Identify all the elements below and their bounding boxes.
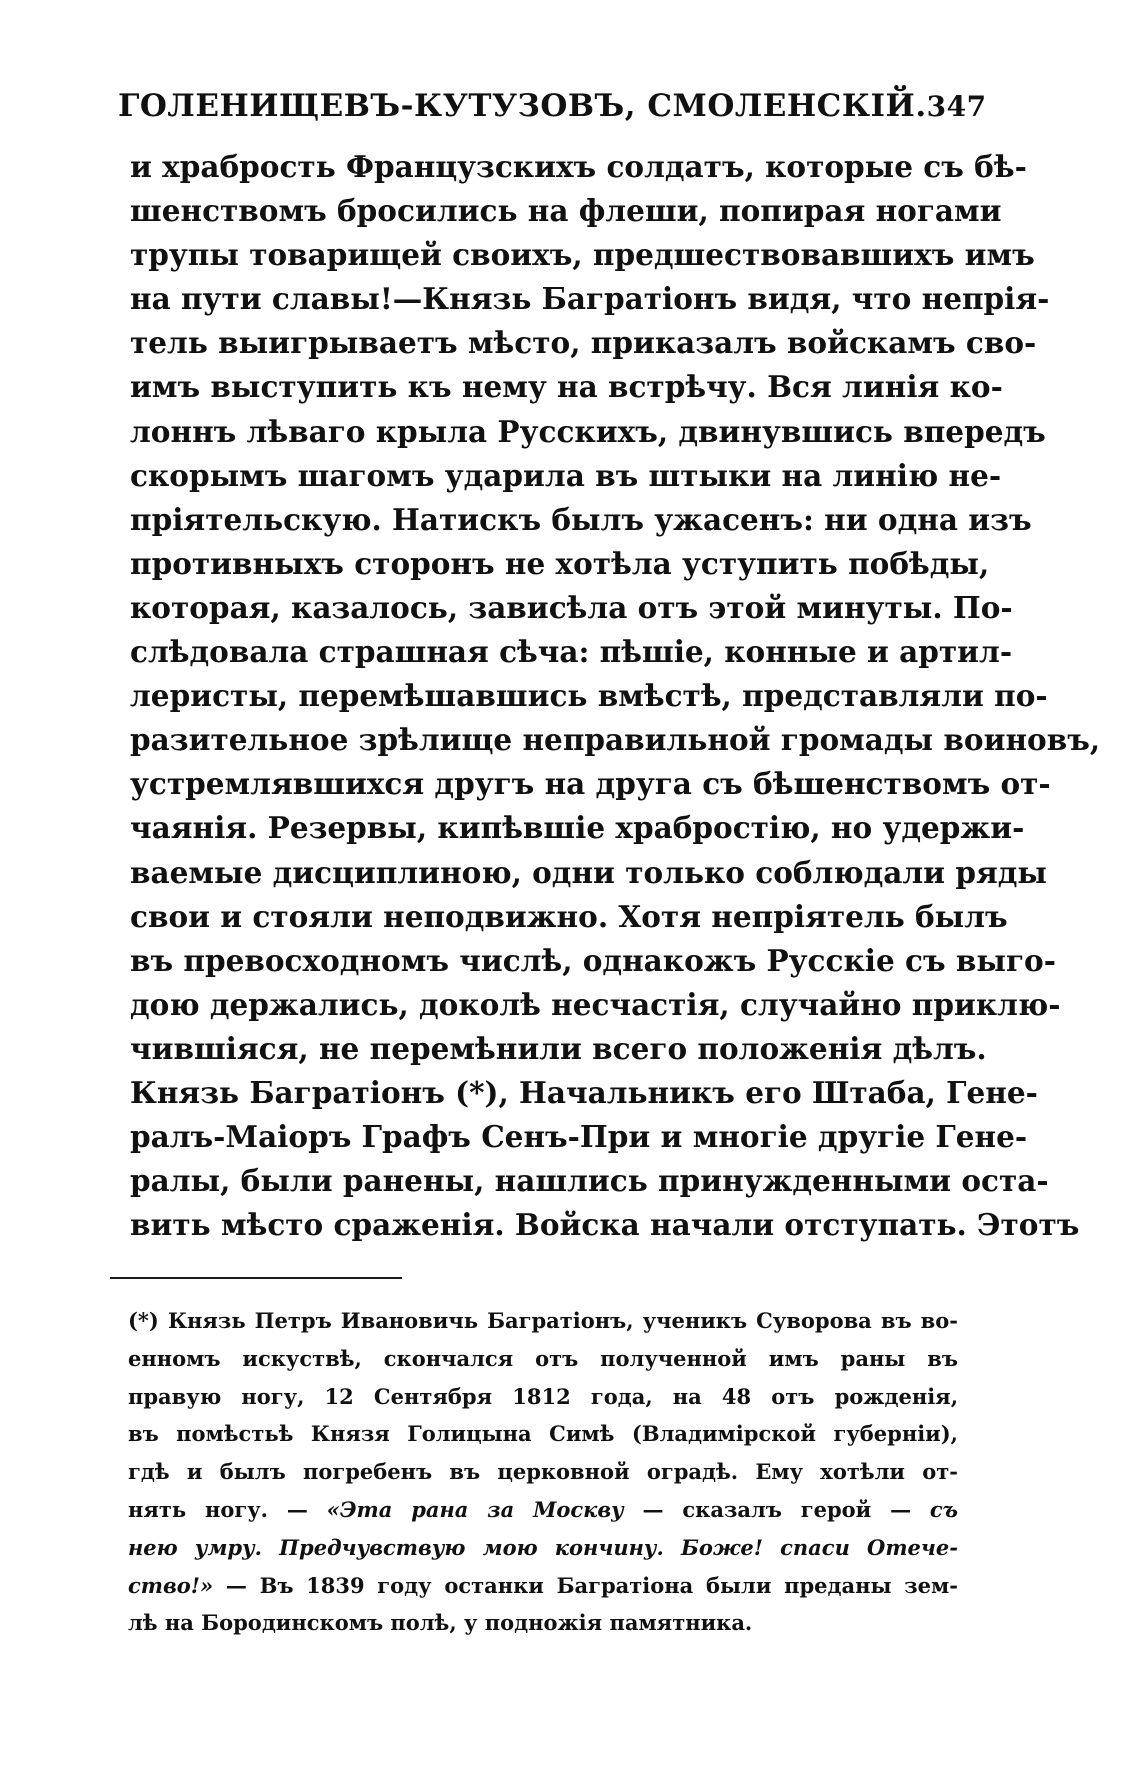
text-line: пріятельскую. Натискъ былъ ужасенъ: ни одна изъ [130,501,1032,537]
text-line: устремлявшихся другъ на друга съ бѣшенствомъ от- [130,766,1051,802]
footnote-text: — сказалъ герой — [623,1496,930,1522]
footnote-text: нять ногу. — [128,1496,327,1522]
footnote-line [128,1567,958,1605]
running-head: ГОЛЕНИЩЕВЪ-КУТУЗОВЪ, СМОЛЕНСКІЙ. [118,88,927,124]
footnote-line [128,1491,958,1529]
text-line: ралы, были ранены, нашлись принужденными оста- [130,1163,1049,1199]
text-line: шенствомъ бросились на флеши, попирая ногами [130,193,1002,229]
text-line: Князь Багратіонъ (*), Начальникъ его Штаба, Гене- [130,1074,1038,1110]
text-line: чившіяся, не перемѣнили всего положенія дѣлъ. [130,1030,987,1066]
text-line: слѣдовала страшная сѣча: пѣшіе, конные и артил- [130,634,1013,670]
text-line: свои и стояли неподвижно. Хотя непріятель былъ [130,898,1008,934]
footnote-quote: ство!» [128,1572,214,1598]
text-line: на пути славы!—Князь Багратіонъ видя, что непрія- [130,281,1050,317]
footnote-line: гдѣ и былъ погребенъ въ церковной оградѣ. Ему хотѣли от- [128,1459,958,1485]
text-line: имъ выступить къ нему на встрѣчу. Вся линія ко- [130,369,1003,405]
footnote-quote-line: нею умру. Предчувствую мою кончину. Боже! спаси Отече- [128,1534,958,1560]
text-line: лоннъ лѣваго крыла Русскихъ, двинувшись впередъ [130,413,1046,449]
page-number: 347 [926,90,987,123]
text-line: ваемые дисциплиною, одни только соблюдали ряды [130,854,1047,890]
footnote-line: енномъ искуствѣ, скончался отъ полученной имъ раны въ [128,1345,958,1371]
text-line: дою держались, доколѣ несчастія, случайно приклю- [130,986,1061,1022]
footnote-separator [110,1277,402,1279]
footnote-line: (*) Князь Петръ Ивановичь Багратіонъ, ученикъ Суворова въ во- [128,1308,958,1333]
footnote-quote: «Эта рана за Москву [326,1496,624,1522]
text-line: противныхъ сторонъ не хотѣла уступить побѣды, [130,545,990,581]
page-header [118,88,987,124]
text-line: леристы, перемѣшавшись вмѣстѣ, представляли по- [130,678,1048,714]
text-line: чаянія. Резервы, кипѣвшіе храбростію, но удержи- [130,810,1025,846]
text-line: трупы товарищей своихъ, предшествовавшихъ имъ [130,237,1035,273]
footnote-quote: съ [929,1496,958,1522]
footnote-text: — Въ 1839 году останки Багратіона были преданы зем- [213,1572,958,1598]
footnote [128,1302,958,1642]
text-line: разительное зрѣлище неправильной громады воиновъ, [130,722,1101,758]
text-line: вить мѣсто сраженія. Войска начали отступать. Этотъ [130,1207,1080,1243]
text-line: и храбрость Французскихъ солдатъ, которые съ бѣ- [130,149,1027,184]
main-text [130,145,1101,1247]
text-line: которая, казалось, зависѣла отъ этой минуты. По- [130,589,1013,625]
text-line: тель выигрываетъ мѣсто, приказалъ войскамъ сво- [130,325,1037,361]
footnote-line: въ помѣстьѣ Князя Голицына Симѣ (Владимірской губерніи), [128,1421,958,1447]
text-line: скорымъ шагомъ ударила въ штыки на линію не- [130,457,1002,493]
footnote-line: правую ногу, 12 Сентября 1812 года, на 48 отъ рожденія, [128,1383,958,1409]
text-line: ралъ-Маіоръ Графъ Сенъ-При и многіе другіе Гене- [130,1119,1028,1155]
text-line: въ превосходномъ числѣ, однакожъ Русскіе съ выго- [130,942,1056,978]
footnote-line: лѣ на Бородинскомъ полѣ, у подножія памятника. [128,1610,753,1636]
